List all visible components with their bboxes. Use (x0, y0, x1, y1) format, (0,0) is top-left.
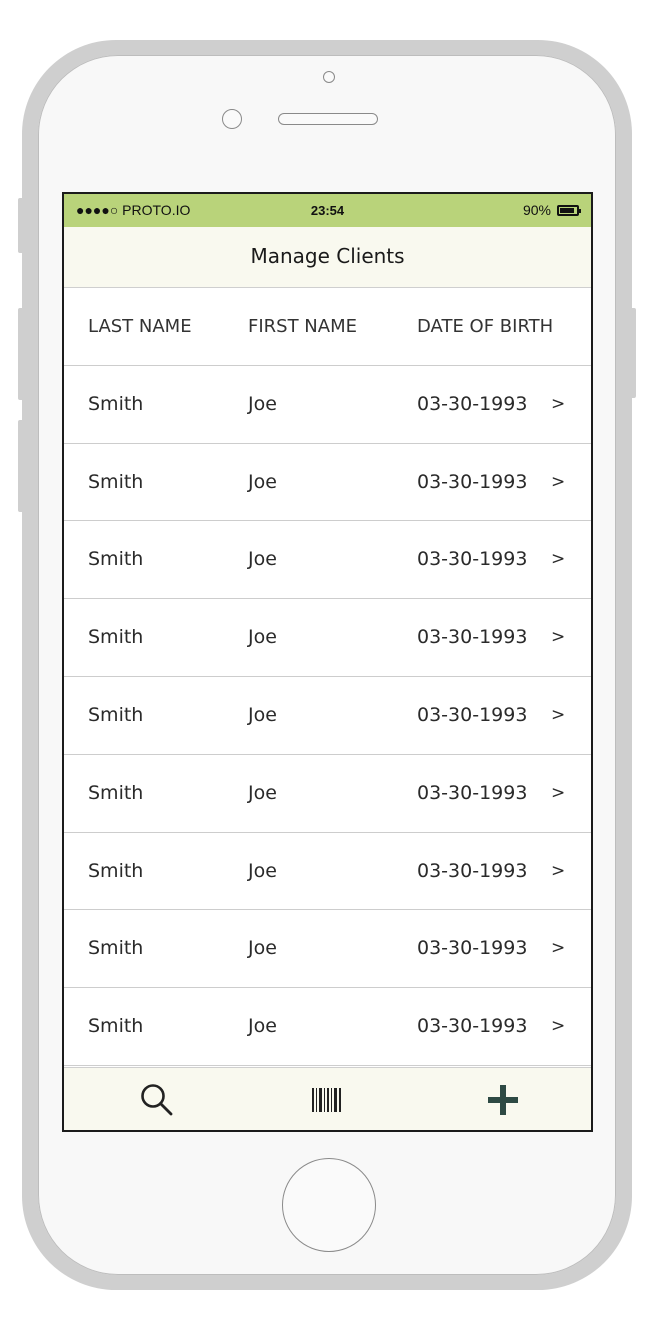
table-row[interactable] (64, 833, 591, 911)
first-name-cell: Joe (248, 548, 277, 571)
status-time: 23:54 (310, 203, 345, 218)
date-of-birth-cell: 03-30-1993 (417, 937, 528, 960)
first-name-cell: Joe (248, 859, 277, 882)
first-name-cell: Joe (248, 470, 277, 493)
last-name-cell: Smith (88, 1015, 144, 1038)
front-camera (323, 71, 335, 83)
search-tab[interactable] (122, 1068, 192, 1131)
last-name-cell: Smith (88, 626, 144, 649)
clients-table (64, 288, 591, 1066)
column-header-last-name: LAST NAME (88, 316, 192, 337)
table-row[interactable] (64, 366, 591, 444)
barcode-icon (311, 1088, 343, 1112)
first-name-cell: Joe (248, 937, 277, 960)
last-name-cell: Smith (88, 937, 144, 960)
chevron-right-icon: > (551, 471, 566, 492)
home-button[interactable] (282, 1158, 376, 1252)
table-row[interactable] (64, 677, 591, 755)
carrier-signal: ●●●●○ PROTO.IO (76, 202, 191, 218)
first-name-cell: Joe (248, 703, 277, 726)
screen (62, 192, 593, 1132)
date-of-birth-cell: 03-30-1993 (417, 392, 528, 415)
chevron-right-icon: > (551, 860, 566, 881)
date-of-birth-cell: 03-30-1993 (417, 470, 528, 493)
plus-icon (487, 1084, 519, 1116)
last-name-cell: Smith (88, 548, 144, 571)
chevron-right-icon: > (551, 704, 566, 725)
proximity-sensor (222, 109, 242, 129)
table-row[interactable] (64, 521, 591, 599)
navigation-bar (64, 227, 591, 288)
add-client-tab[interactable] (468, 1068, 538, 1131)
column-header-date-of-birth: DATE OF BIRTH (417, 316, 554, 337)
table-header (64, 288, 591, 366)
last-name-cell: Smith (88, 781, 144, 804)
first-name-cell: Joe (248, 1015, 277, 1038)
table-row[interactable] (64, 599, 591, 677)
page-title: Manage Clients (250, 244, 405, 268)
status-bar (64, 194, 591, 227)
table-body (64, 366, 591, 1066)
date-of-birth-cell: 03-30-1993 (417, 548, 528, 571)
battery-percent: 90% (522, 202, 551, 218)
chevron-right-icon: > (551, 393, 566, 414)
date-of-birth-cell: 03-30-1993 (417, 626, 528, 649)
chevron-right-icon: > (551, 1016, 566, 1037)
table-row[interactable] (64, 755, 591, 833)
column-header-first-name: FIRST NAME (248, 316, 357, 337)
date-of-birth-cell: 03-30-1993 (417, 703, 528, 726)
last-name-cell: Smith (88, 392, 144, 415)
battery-status (523, 202, 579, 218)
battery-icon (557, 205, 579, 216)
tab-bar (64, 1067, 591, 1130)
first-name-cell: Joe (248, 392, 277, 415)
date-of-birth-cell: 03-30-1993 (417, 1015, 528, 1038)
table-row[interactable] (64, 444, 591, 522)
first-name-cell: Joe (248, 626, 277, 649)
table-row[interactable] (64, 988, 591, 1066)
search-icon (140, 1083, 174, 1117)
chevron-right-icon: > (551, 782, 566, 803)
date-of-birth-cell: 03-30-1993 (417, 781, 528, 804)
chevron-right-icon: > (551, 938, 566, 959)
last-name-cell: Smith (88, 470, 144, 493)
first-name-cell: Joe (248, 781, 277, 804)
earpiece-speaker (278, 113, 378, 125)
last-name-cell: Smith (88, 703, 144, 726)
table-row[interactable] (64, 910, 591, 988)
date-of-birth-cell: 03-30-1993 (417, 859, 528, 882)
chevron-right-icon: > (551, 549, 566, 570)
chevron-right-icon: > (551, 627, 566, 648)
last-name-cell: Smith (88, 859, 144, 882)
barcode-scan-tab[interactable] (292, 1068, 362, 1131)
